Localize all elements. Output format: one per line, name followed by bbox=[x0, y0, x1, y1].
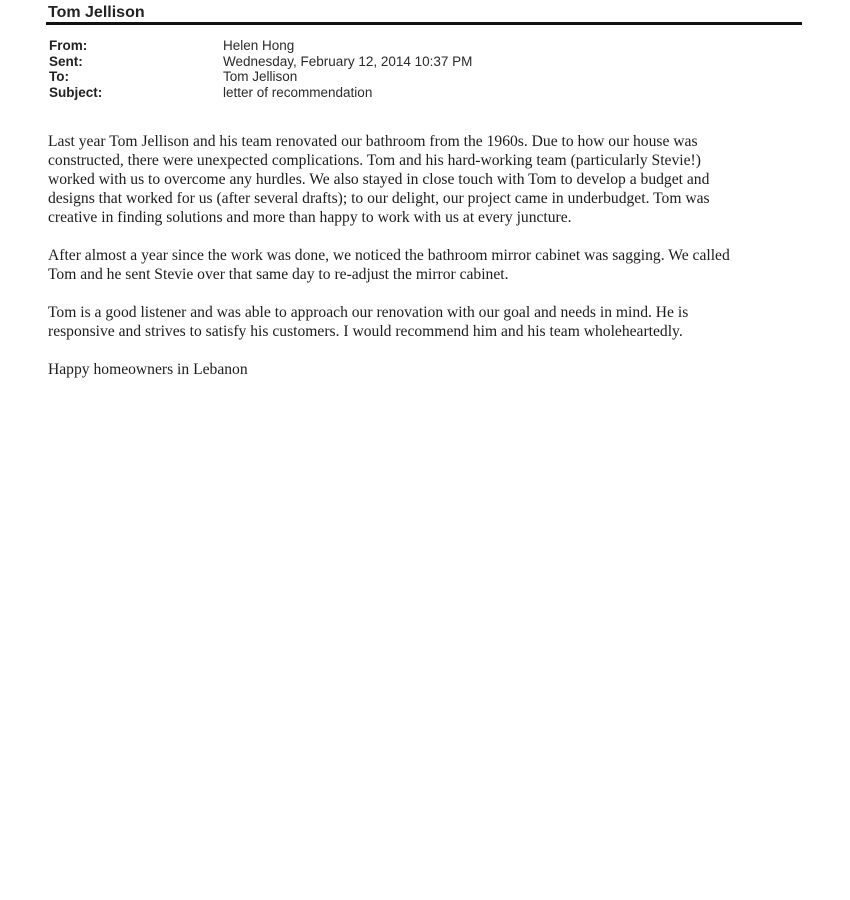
email-header-fields bbox=[49, 38, 472, 100]
to-row bbox=[49, 69, 472, 85]
body-paragraph bbox=[48, 246, 808, 284]
to-label: To: bbox=[49, 69, 69, 84]
signoff-line: Happy homeowners in Lebanon bbox=[48, 361, 248, 378]
subject-row bbox=[49, 85, 472, 101]
body-line: creative in finding solutions and more than happy to work with us at every juncture. bbox=[48, 209, 572, 226]
subject-label: Subject: bbox=[49, 84, 103, 100]
sent-label: Sent: bbox=[49, 53, 83, 69]
body-paragraph bbox=[48, 132, 808, 227]
from-value: Helen Hong bbox=[223, 38, 295, 53]
sent-value: Wednesday, February 12, 2014 10:37 PM bbox=[223, 53, 473, 69]
subject-value: letter of recommendation bbox=[223, 84, 373, 100]
header-divider bbox=[46, 22, 802, 25]
body-line: constructed, there were unexpected complications. Tom and his hard-working team (particularly Stevie!) bbox=[48, 152, 701, 169]
from-label: From: bbox=[49, 38, 88, 53]
sent-row bbox=[49, 54, 472, 70]
body-line: Tom and he sent Stevie over that same day to re-adjust the mirror cabinet. bbox=[48, 266, 509, 283]
signoff bbox=[48, 360, 808, 379]
body-line: Tom is a good listener and was able to approach our renovation with our goal and needs in mind. He is bbox=[48, 304, 689, 321]
body-line: worked with us to overcome any hurdles. We also stayed in close touch with Tom to develop a budget and bbox=[48, 171, 710, 188]
mailbox-owner-name: Tom Jellison bbox=[48, 4, 145, 21]
body-line: Last year Tom Jellison and his team renovated our bathroom from the 1960s. Due to how our house was bbox=[48, 133, 698, 150]
body-paragraph bbox=[48, 303, 808, 341]
body-line: responsive and strives to satisfy his customers. I would recommend him and his team wholeheartedly. bbox=[48, 323, 683, 340]
email-body bbox=[48, 132, 808, 398]
from-row bbox=[49, 38, 472, 54]
body-line: After almost a year since the work was done, we noticed the bathroom mirror cabinet was sagging. We called bbox=[48, 247, 730, 264]
body-line: designs that worked for us (after several drafts); to our delight, our project came in underbudget. Tom was bbox=[48, 190, 710, 207]
to-value: Tom Jellison bbox=[223, 69, 298, 84]
